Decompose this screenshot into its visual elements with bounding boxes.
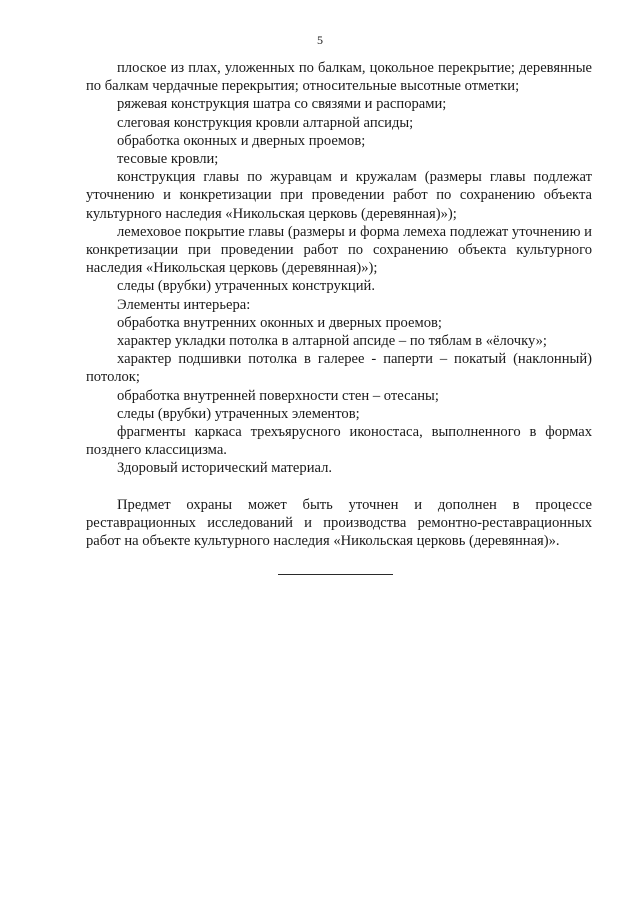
paragraph-gallery-ceiling: характер подшивки потолка в галерее - паперти – покатый (наклонный) потолок;: [86, 351, 592, 386]
paragraph-interior-openings: обработка внутренних оконных и дверных проемов;: [117, 314, 442, 331]
paragraph-wall-surface: обработка внутренней поверхности стен – отесаны;: [117, 387, 439, 404]
paragraph-iconostasis: фрагменты каркаса трехъярусного иконостаса, выполненного в формах позднего классицизма.: [86, 424, 592, 459]
paragraph-dome-structure: конструкция главы по журавцам и кружалам (размеры главы подлежат уточнению и конкретизации при проведении работ по сохранению объекта культурного наследия «Никольская церковь (деревянная)»);: [86, 169, 592, 222]
paragraph-tent-roof-structure: ряжевая конструкция шатра со связями и распорами;: [117, 96, 447, 113]
paragraph-lost-structure-traces: следы (врубки) утраченных конструкций.: [117, 278, 376, 295]
paragraph-plank-roofs: тесовые кровли;: [117, 151, 219, 168]
page-number: 5: [317, 33, 323, 47]
paragraph-dome-shingles: лемеховое покрытие главы (размеры и форма лемеха подлежат уточнению и конкретизации при проведении работ по сохранению объекта культурного наследия «Никольская церковь (деревянная)»);: [86, 223, 592, 277]
section-heading-interior: Элементы интерьера:: [117, 296, 251, 313]
paragraph-apse-roof: слеговая конструкция кровли алтарной апсиды;: [117, 114, 414, 131]
end-of-document-rule: [278, 574, 393, 575]
paragraph-historic-material: Здоровый исторический материал.: [117, 460, 333, 477]
paragraph-floors: плоское из плах, уложенных по балкам, цокольное перекрытие; деревянные по балкам чердачные перекрытия; относительные высотные отметки;: [86, 60, 592, 95]
closing-paragraph: Предмет охраны может быть уточнен и дополнен в процессе реставрационных исследований и производства ремонтно-реставрационных работ на объекте культурного наследия «Никольская церковь (деревянная)».: [86, 497, 592, 550]
document-body: [86, 59, 592, 551]
paragraph-apse-ceiling: характер укладки потолка в алтарной апсиде – по тяблам в «ёлочку»;: [117, 333, 547, 350]
paragraph-openings: обработка оконных и дверных проемов;: [117, 132, 366, 149]
paragraph-lost-element-traces: следы (врубки) утраченных элементов;: [117, 405, 360, 422]
